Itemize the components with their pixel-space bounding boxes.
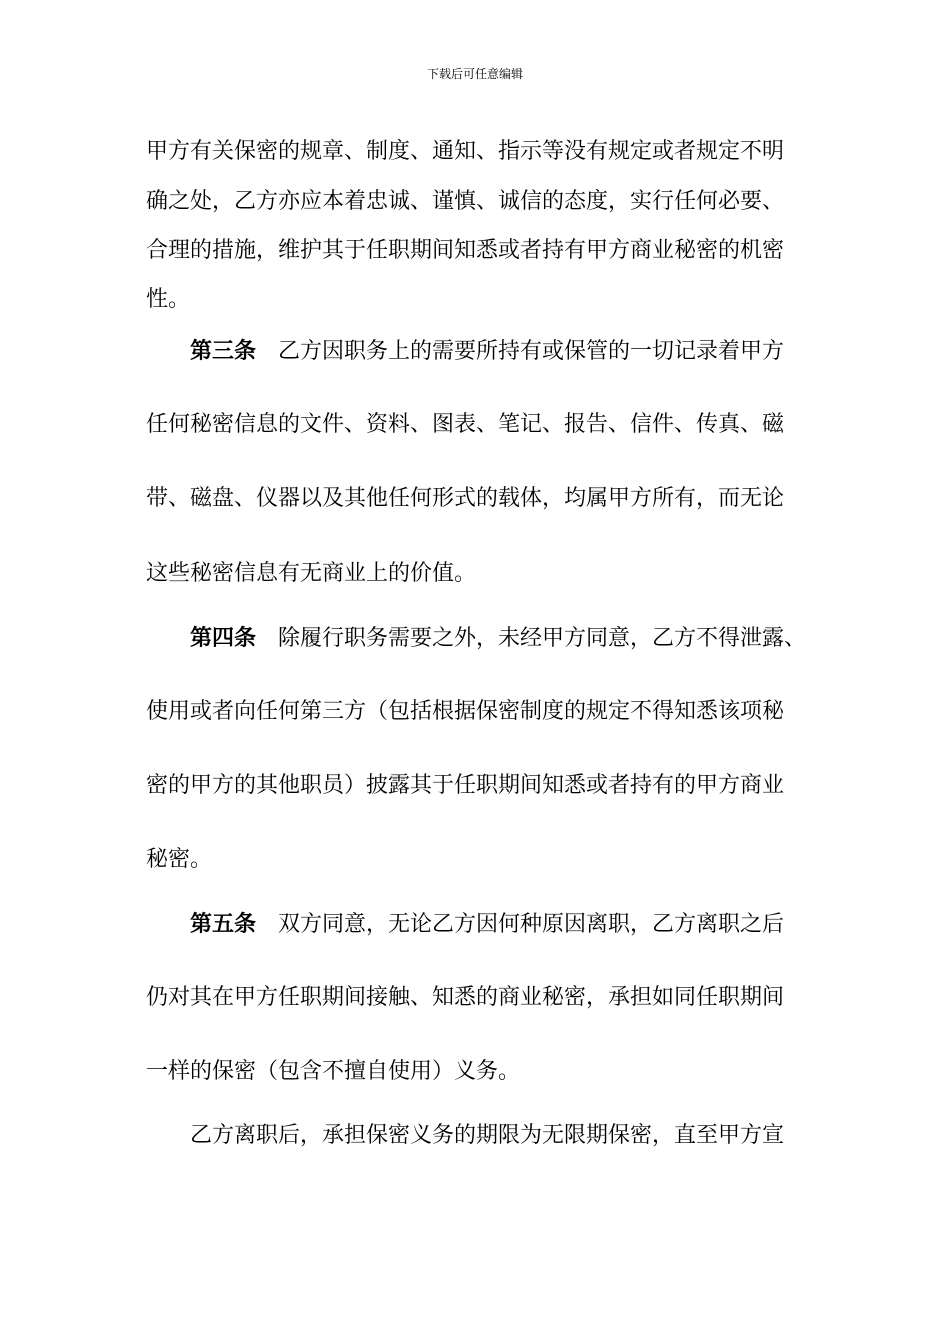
line-text: 使用或者向任何第三方（包括根据保密制度的规定不得知悉该项秘 <box>146 699 785 724</box>
line-text: 除履行职务需要之外，未经甲方同意，乙方不得泄露、 <box>278 626 807 651</box>
line-text: 双方同意，无论乙方因何种原因离职，乙方离职之后 <box>278 912 785 937</box>
text-line <box>146 1057 520 1087</box>
text-line <box>146 236 784 266</box>
line-text: 性。 <box>146 287 191 312</box>
line-text: 这些秘密信息有无商业上的价值。 <box>146 561 477 586</box>
page-header: 下载后可任意编辑 <box>426 67 523 81</box>
article-heading: 第三条 <box>190 338 257 364</box>
text-line <box>146 845 212 875</box>
text-line <box>146 559 476 589</box>
text-line <box>146 187 784 217</box>
line-text: 仍对其在甲方任职期间接触、知悉的商业秘密，承担如同任职期间 <box>146 985 785 1010</box>
article-heading: 第五条 <box>190 911 257 937</box>
line-text: 一样的保密（包含不擅自使用）义务。 <box>146 1059 521 1084</box>
line-text: 任何秘密信息的文件、资料、图表、笔记、报告、信件、传真、磁 <box>146 412 785 437</box>
text-line <box>146 137 784 167</box>
text-line <box>146 771 784 801</box>
line-text: 甲方有关保密的规章、制度、通知、指示等没有规定或者规定不明 <box>146 139 785 164</box>
line-text: 乙方离职后，承担保密义务的期限为无限期保密，直至甲方宣 <box>190 1123 785 1148</box>
line-text: 合理的措施，维护其于任职期间知悉或者持有甲方商业秘密的机密 <box>146 238 785 263</box>
text-line <box>146 697 784 727</box>
line-text: 确之处，乙方亦应本着忠诚、谨慎、诚信的态度，实行任何必要、 <box>146 189 785 214</box>
text-line <box>190 1121 784 1151</box>
line-text: 乙方因职务上的需要所持有或保管的一切记录着甲方 <box>278 339 785 364</box>
text-line <box>146 983 784 1013</box>
line-text: 带、磁盘、仪器以及其他任何形式的载体，均属甲方所有，而无论 <box>146 486 785 511</box>
text-line <box>146 410 784 440</box>
article-line <box>190 336 784 366</box>
line-text: 秘密。 <box>146 847 213 872</box>
text-line <box>146 285 190 315</box>
article-heading: 第四条 <box>190 625 257 651</box>
text-line <box>146 484 784 514</box>
line-text: 密的甲方的其他职员）披露其于任职期间知悉或者持有的甲方商业 <box>146 773 785 798</box>
article-line <box>190 909 784 939</box>
article-line <box>190 623 806 653</box>
